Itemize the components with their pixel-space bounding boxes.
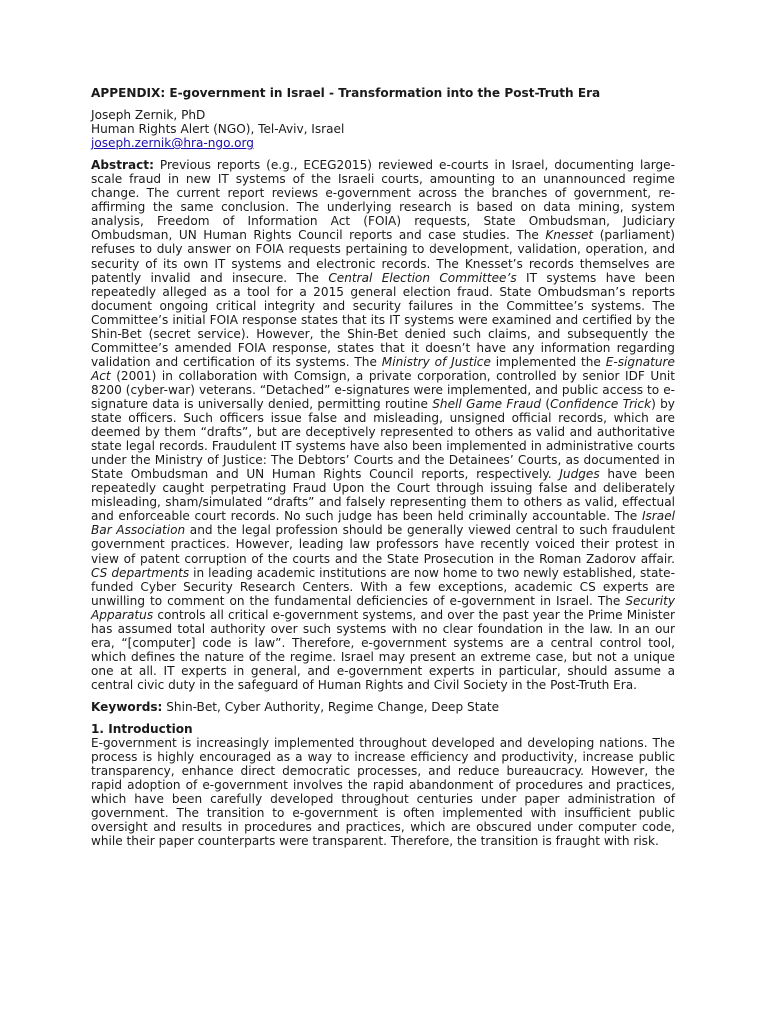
abstract-text: and the legal profession should be generally viewed central to such fraudulent government practices. However, leading law professors have recently voiced their protest in view of patent corruption of the courts and the State Prosecution in the Roman Zadorov affair. [91, 523, 675, 566]
author-affiliation: Human Rights Alert (NGO), Tel-Aviv, Israel [91, 122, 345, 137]
keywords-text: Shin-Bet, Cyber Authority, Regime Change, Deep State [166, 699, 500, 714]
abstract-emphasis: Ministry of Justice [381, 354, 491, 369]
abstract-text: have been repeatedly caught perpetrating Fraud Upon the Court through issuing false and deliberately misleading, sham/simulated “drafts” and falsely representing them to others as valid, effectual and enforceable court records. No such judge has been held criminally accountable. The [91, 467, 675, 524]
abstract-text: (parliament) refuses to duly answer on FOIA requests pertaining to development, validation, operation, and security of its own IT systems and electronic records. The Knesset’s records themselves are patently invalid and insecure. The [91, 228, 675, 285]
author-block [91, 108, 675, 150]
abstract-paragraph [91, 158, 675, 692]
abstract-text: Previous reports (e.g., ECEG2015) reviewed e-courts in Israel, documenting large-scale fraud in new IT systems of the Israeli courts, amounting to an unannounced regime change. The current report reviews e-government across the branches of government, re-affirming the same conclusion. The underlying research is based on data mining, system analysis, Freedom of Information Act (FOIA) requests, State Ombudsman, Judiciary Ombudsman, UN Human Rights Council reports and case studies. The [91, 158, 675, 243]
author-name: Joseph Zernik, PhD [91, 108, 206, 123]
abstract-text: in leading academic institutions are now home to two newly established, state-funded Cyber Security Research Centers. With a few exceptions, academic CS experts are unwilling to comment on the fundamental deficiencies of e-government in Israel. The [91, 565, 675, 608]
paper-title: APPENDIX: E-government in Israel - Transformation into the Post-Truth Era [91, 86, 601, 100]
abstract-text: ( [545, 396, 551, 411]
abstract-text: controls all critical e-government systems, and over the past year the Prime Minister has assumed total authority over such systems with no clear foundation in the law. In an our era, “[computer] code is law”. Therefore, e-government systems are a central control tool, which defines the nature of the regime. Israel may present an extreme case, but not a unique one at all. IT experts in general, and e-government experts in particular, should assume a central civic duty in the safeguard of Human Rights and Civil Society in the Post-Truth Era. [91, 607, 675, 692]
abstract-text: implemented the [495, 354, 601, 369]
abstract-emphasis: Israel Bar Association [91, 509, 675, 538]
abstract-text: (2001) in collaboration with Comsign, a private corporation, controlled by senior IDF Unit 8200 (cyber-war) veterans. “Detached” e-signatures were implemented, and public access to e-signature data is universally denied, permitting routine [91, 368, 675, 411]
abstract-emphasis: Shell Game Fraud [432, 396, 542, 411]
abstract-label: Abstract: [91, 158, 154, 173]
abstract-text: ) by state officers. Such officers issue false and misleading, unsigned official records, which are deemed by them “drafts”, but are deceptively represented to others as valid and authoritative state legal records. Fraudulent IT systems have also been implemented in administrative courts under the Ministry of Justice: The Debtors’ Courts and the Detainees’ Courts, as documented in State Ombudsman and UN Human Rights Council reports, respectively. [91, 396, 675, 482]
abstract-text: IT systems have been repeatedly alleged as a tool for a 2015 general election fraud. State Ombudsman’s reports document ongoing critical integrity and security failures in the Committee’s systems. The Committee’s initial FOIA response states that its IT systems were examined and certified by the Shin-Bet (secret service). However, the Shin-Bet denied such claims, and subsequently the Committee’s amended FOIA response, states that it doesn’t have any information regarding validation and certification of its systems. The [91, 270, 675, 369]
introduction-heading: 1. Introduction [91, 722, 193, 737]
introduction-paragraph: E-government is increasingly implemented throughout developed and developing nations. The process is highly encouraged as a way to increase efficiency and productivity, increase public transparency, enhance direct democratic processes, and reduce bureaucracy. However, the rapid adoption of e-government involves the rapid abandonment of procedures and practices, which have been carefully developed throughout centuries under paper administration of government. The transition to e-government is often implemented with insufficient public oversight and results in procedures and practices, which are obscured under computer code, while their paper counterparts were transparent. Therefore, the transition is fraught with risk. [91, 736, 675, 849]
abstract-emphasis: Knesset [545, 228, 594, 243]
abstract-emphasis: Central Election Committee’s [328, 270, 517, 285]
abstract-emphasis: Security Apparatus [91, 593, 675, 622]
abstract-emphasis: Judges [559, 467, 600, 482]
paper-body [91, 86, 675, 848]
abstract-emphasis: E-signature Act [91, 354, 675, 383]
abstract-emphasis: CS departments [91, 565, 190, 580]
keywords-line [91, 700, 675, 714]
keywords-label: Keywords: [91, 699, 163, 714]
abstract-emphasis: Confidence Trick [550, 396, 652, 411]
author-email-link[interactable]: joseph.zernik@hra-ngo.org [91, 136, 254, 151]
